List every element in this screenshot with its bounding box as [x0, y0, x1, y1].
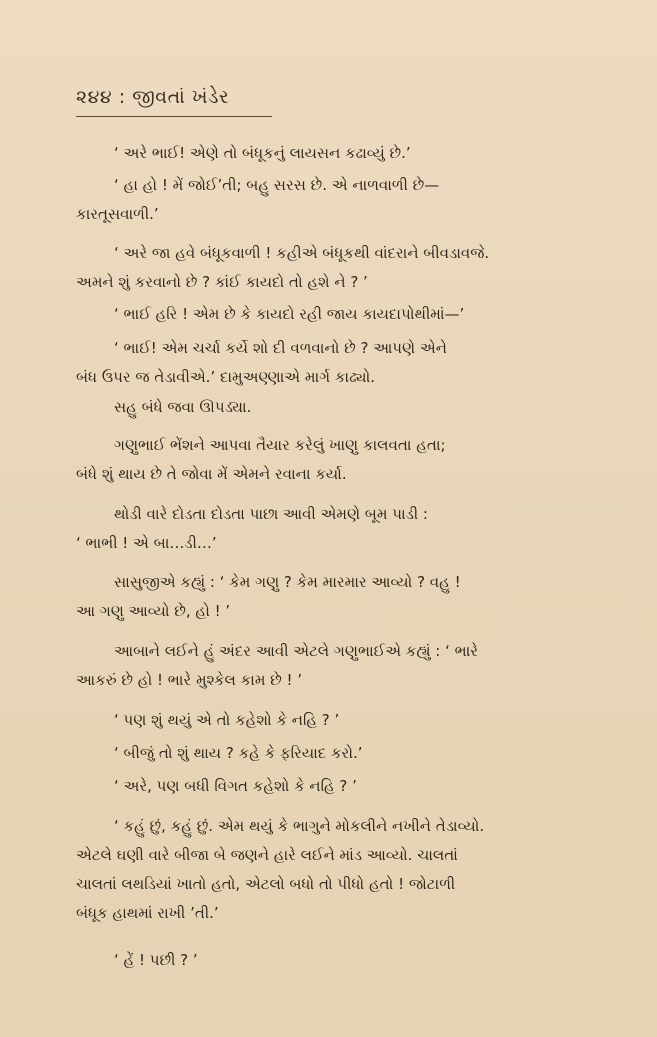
- text-line: આકરું છે હો ! ભારે મુશ્કેલ કામ છે ! ’: [76, 671, 303, 689]
- text-line: ગણુભાઈ ભેંશને આપવા તૈયાર કરેલું ખાણુ કાલવતા હતા;: [114, 436, 446, 454]
- text-line: ‘ ભાઈ! એમ ચર્ચા કર્યે શો દી વળવાનો છે ? આપણે એને: [114, 339, 447, 357]
- text-line: ‘ ભાઈ હરિ ! એમ છે કે કાયદો રહી જાય કાયદાપોથીમાં—’: [114, 305, 465, 323]
- running-title: જીવતાં ખંડેર: [132, 86, 230, 108]
- page-number: ૨૪૪: [76, 86, 113, 108]
- text-line: સાસુજીએ કહ્યું : ‘ કેમ ગણુ ? કેમ મારમાર આવ્યો ? વહુ !: [114, 573, 461, 591]
- text-line: સહુ બંધે જવા ઊપડ્યા.: [114, 398, 252, 416]
- text-line: ચાલતાં લથડિયાં ખાતો હતો, એટલો બધો તો પીધો હતો ! જોટાળી: [76, 875, 456, 893]
- paragraph: [76, 500, 596, 558]
- text-line: થોડી વારે દોડતા દોડતા પાછા આવી એમણે બૂમ પાડી :: [114, 505, 428, 523]
- text-line: ‘ અરે, પણ બધી વિગત કહેશો કે નહિ ? ’: [114, 777, 357, 795]
- text-line: આબાને લઈને હું અંદર આવી એટલે ગણુભાઈએ કહ્યું : ‘ ભારે: [114, 642, 479, 660]
- paragraph: [76, 393, 634, 422]
- text-line: અમને શું કરવાનો છે ? કાંઈ કાયદો તો હશે ને ? ’: [76, 273, 368, 291]
- text-line: એટલે ઘણી વારે બીજા બે જણને હારે લઈને માંડ આવ્યો. ચાલતાં: [76, 846, 458, 864]
- paragraph: [76, 946, 634, 975]
- paragraph: [76, 568, 596, 626]
- header-rule: [76, 116, 272, 117]
- paragraph: [76, 239, 596, 297]
- paragraph: [76, 171, 596, 229]
- paragraph: [76, 300, 634, 329]
- paragraph: [76, 637, 596, 695]
- paragraph: [76, 739, 634, 768]
- text-line: ‘ હા હો ! મેં જોઈ’તી; બહુ સરસ છે. એ નાળવાળી છે—: [114, 176, 440, 194]
- text-line: બંધૂક હાથમાં રાખી ’તી.’: [76, 904, 219, 922]
- text-line: ‘ અરે ભાઈ! એણે તો બંધૂકનું લાયસન કઢાવ્યું છે.’: [114, 144, 411, 162]
- paragraph: [76, 431, 596, 489]
- paragraph: [76, 706, 634, 735]
- paragraph: [76, 139, 634, 168]
- text-line: ‘ બીજું તો શું થાય ? કહે કે ફરિયાદ કરો.’: [114, 744, 363, 762]
- text-line: બંધ ઉપર જ તેડાવીએ.’ દામુઅણ્ણાએ માર્ગ કાઢ્યો.: [76, 368, 375, 386]
- text-line: ‘ પણ શું થયું એ તો કહેશો કે નહિ ? ’: [114, 711, 340, 729]
- text-line: ‘ હેં ! પછી ? ’: [114, 951, 198, 969]
- text-line: બંધે શું થાય છે તે જોવા મેં એમને રવાના કર્યા.: [76, 465, 347, 483]
- paragraph: [76, 772, 634, 801]
- text-line: ‘ અરે જા હવે બંધૂકવાળી ! કહીએ બંધૂકથી વાંદરાને બીવડાવજે.: [114, 244, 490, 262]
- paragraph: [76, 334, 596, 392]
- text-line: કારતૂસવાળી.’: [76, 205, 159, 223]
- paragraph: [76, 812, 596, 928]
- text-line: ‘ કહું છું, કહું છું. એમ થયું કે ભાગુને મોકલીને નખીને તેડાવ્યો.: [114, 817, 485, 835]
- text-line: આ ગણુ આવ્યો છે, હો ! ’: [76, 602, 231, 620]
- page-header: [76, 86, 229, 108]
- header-separator: :: [118, 86, 126, 108]
- text-line: ‘ ભાભી ! એ બા…ડી…’: [76, 534, 217, 552]
